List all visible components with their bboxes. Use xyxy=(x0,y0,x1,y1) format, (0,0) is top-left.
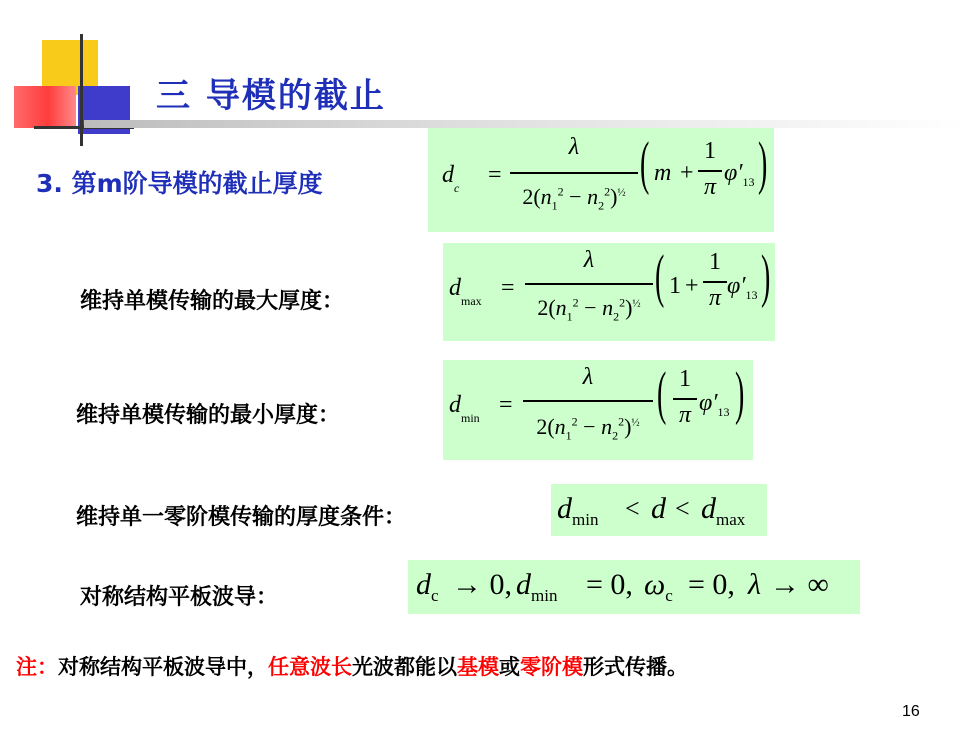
decor-red-square xyxy=(14,86,76,128)
footnote xyxy=(16,651,688,681)
section-heading: 3. 第m阶导模的截止厚度 xyxy=(36,169,323,198)
title-underline xyxy=(84,120,964,128)
equation-thickness-range: $d_{min}$ < d < $d_{max}$ xyxy=(551,484,767,536)
label-zero-order: 维持单一零阶模传输的厚度条件： xyxy=(76,505,407,530)
note-highlight-zero-order-mode: 零阶模 xyxy=(520,655,583,679)
label-min-thickness: 维持单模传输的最小厚度： xyxy=(76,403,341,428)
label-max-thickness: 维持单模传输的最大厚度： xyxy=(80,289,345,314)
note-part2: 光波都能以 xyxy=(352,655,457,679)
equation-dmax: $d_{max}$ = λ $2(n_1^2 - n_2^2)^{\frac{1}{2}}$ ( 1 + 1 π $\varphi'_{13}$ ) xyxy=(443,243,775,341)
note-part1: 对称结构平板波导中， xyxy=(58,655,268,679)
note-part4: 形式传播。 xyxy=(583,655,688,679)
note-highlight-any-wavelength: 任意波长 xyxy=(268,655,352,679)
note-part3: 或 xyxy=(499,655,520,679)
equation-symmetric-limits: $d_c$ → 0, $d_{min}$ = 0, $\omega_c$ = 0, λ → ∞ xyxy=(408,560,860,614)
label-symmetric: 对称结构平板波导： xyxy=(80,585,279,610)
note-highlight-fundamental-mode: 基模 xyxy=(457,655,499,679)
page-number: 16 xyxy=(902,703,920,720)
equation-dmin: $d_{min}$ = λ $2(n_1^2 - n_2^2)^{\frac{1}{2}}$ ( 1 π $\varphi'_{13}$ ) xyxy=(443,360,753,460)
decor-vertical-line xyxy=(80,34,83,146)
equation-dc: $d_c$ = λ $2(n_1^2 - n_2^2)^{\frac{1}{2}}$ ( m + 1 π $\varphi'_{13}$ ) xyxy=(428,128,774,232)
slide-title: 三 导模的截止 xyxy=(156,76,386,116)
note-prefix: 注： xyxy=(16,655,58,679)
